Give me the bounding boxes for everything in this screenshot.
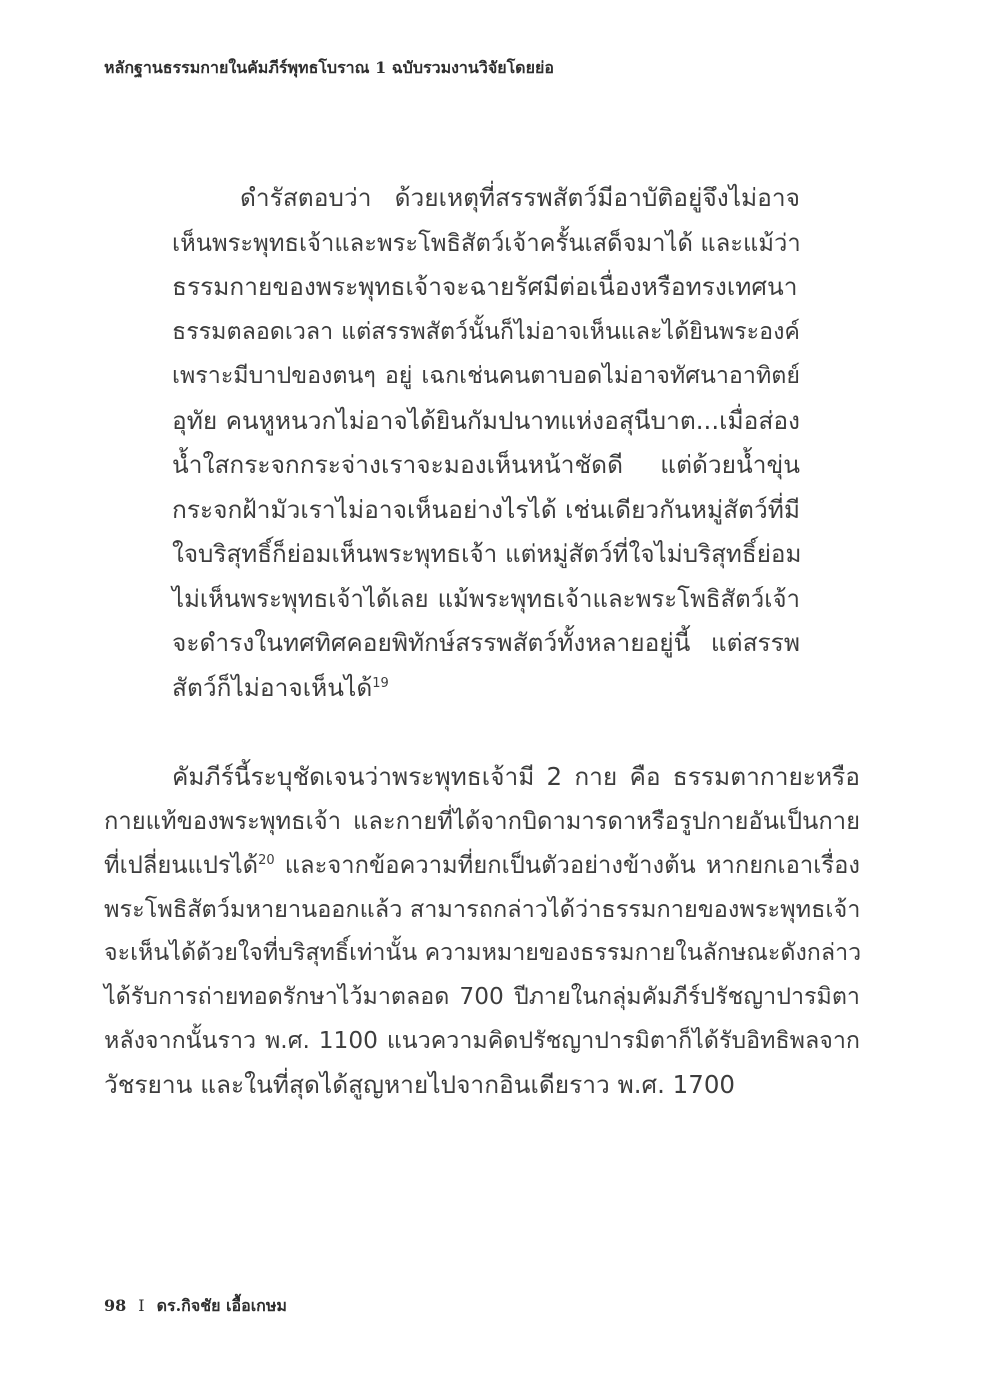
footer-separator: I xyxy=(138,1296,145,1315)
body-line: คัมภีร์นี้ระบุชัดเจนว่าพระพุทธเจ้ามี 2 กาย คือ ธรรมตากายะหรือ xyxy=(172,762,860,791)
body-line-text: และจากข้อความที่ยกเป็นตัวอย่างข้างต้น หากยกเอาเรื่อง xyxy=(274,851,860,879)
quote-line: อุทัย คนหูหนวกไม่อาจได้ยินกัมปนาทแห่งอสุนีบาต...เมื่อส่อง xyxy=(172,405,800,435)
quote-last-line xyxy=(172,666,800,711)
body-line: วัชรยาน และในที่สุดได้สูญหายไปจากอินเดียราว พ.ศ. 1700 xyxy=(104,1070,736,1099)
quote-line: น้ำใสกระจกกระจ่างเราจะมองเห็นหน้าชัดดี แต่ด้วยน้ำขุ่น xyxy=(172,450,800,479)
body-line: กายแท้ของพระพุทธเจ้า และกายที่ได้จากบิดามารดาหรือรูปกายอันเป็นกาย xyxy=(104,807,860,835)
page-number: 98 xyxy=(104,1296,127,1315)
quote-line: ธรรมกายของพระพุทธเจ้าจะฉายรัศมีต่อเนื่องหรือทรงเทศนา xyxy=(172,272,798,301)
quote-line: ใจบริสุทธิ์ก็ย่อมเห็นพระพุทธเจ้า แต่หมู่สัตว์ที่ใจไม่บริสุทธิ์ย่อม xyxy=(172,539,802,568)
quote-line: ไม่เห็นพระพุทธเจ้าได้เลย แม้พระพุทธเจ้าและพระโพธิสัตว์เจ้า xyxy=(172,584,800,613)
body-line-text: ที่เปลี่ยนแปรได้ xyxy=(104,851,259,879)
quote-line: ธรรมตลอดเวลา แต่สรรพสัตว์นั้นก็ไม่อาจเห็นและได้ยินพระองค์ xyxy=(172,317,800,345)
quote-line: ดำรัสตอบว่า ด้วยเหตุที่สรรพสัตว์มีอาบัติอยู่จึงไม่อาจ xyxy=(240,183,800,212)
running-header: หลักฐานธรรมกายในคัมภีร์พุทธโบราณ 1 ฉบับรวมงานวิจัยโดยย่อ xyxy=(104,58,554,77)
footnote-ref-20[interactable]: 20 xyxy=(258,853,275,869)
quote-line: เพราะมีบาปของตนๆ อยู่ เฉกเช่นคนตาบอดไม่อาจทัศนาอาทิตย์ xyxy=(172,362,800,389)
body-line: จะเห็นได้ด้วยใจที่บริสุทธิ์เท่านั้น ความหมายของธรรมกายในลักษณะดังกล่าว xyxy=(104,939,862,966)
body-line: พระโพธิสัตว์มหายานออกแล้ว สามารถกล่าวได้ว่าธรรมกายของพระพุทธเจ้า xyxy=(104,895,861,923)
quote-line: กระจกฝ้ามัวเราไม่อาจเห็นอย่างไรได้ เช่นเดียวกันหมู่สัตว์ที่มี xyxy=(172,494,800,524)
footnote-ref-19[interactable]: 19 xyxy=(372,675,389,691)
page-footer xyxy=(104,1294,287,1319)
body-line-with-footnote xyxy=(104,843,860,887)
quote-line-text: สัตว์ก็ไม่อาจเห็นได้ xyxy=(172,672,373,702)
quote-line: เห็นพระพุทธเจ้าและพระโพธิสัตว์เจ้าครั้นเสด็จมาได้ และแม้ว่า xyxy=(172,228,801,257)
block-quote xyxy=(172,176,800,710)
body-line: หลังจากนั้นราว พ.ศ. 1100 แนวความคิดปรัชญาปารมิตาก็ได้รับอิทธิพลจาก xyxy=(104,1027,860,1054)
author-name: ดร.กิจชัย เอื้อเกษม xyxy=(156,1296,287,1315)
body-line: ได้รับการถ่ายทอดรักษาไว้มาตลอด 700 ปีภายในกลุ่มคัมภีร์ปรัชญาปารมิตา xyxy=(104,983,860,1010)
quote-line: จะดำรงในทศทิศคอยพิทักษ์สรรพสัตว์ทั้งหลายอยู่นี้ แต่สรรพ xyxy=(172,628,800,657)
body-paragraph xyxy=(104,755,860,1107)
